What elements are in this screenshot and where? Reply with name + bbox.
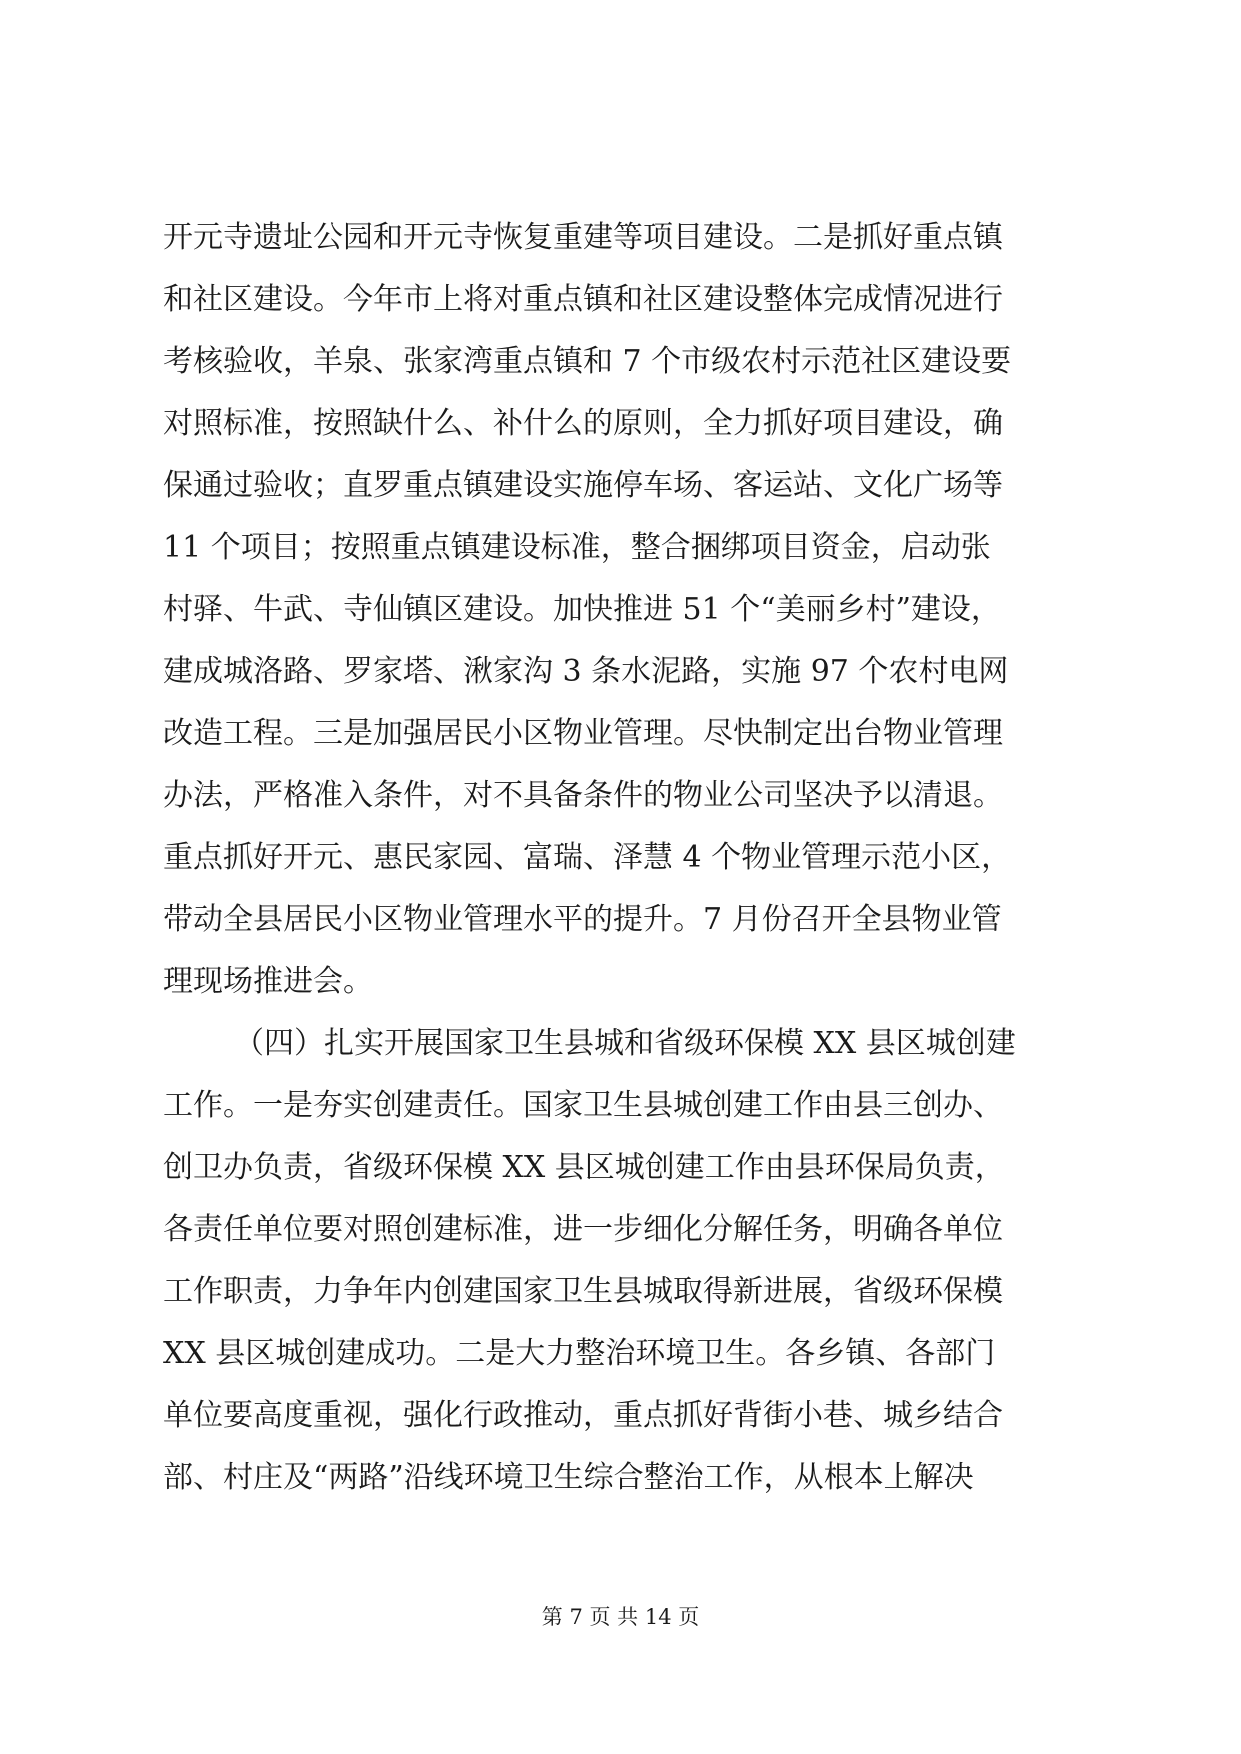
body-line-1: 开元寺遗址公园和开元寺恢复重建等项目建设。二是抓好重点镇: [163, 220, 1003, 255]
body-line-11: 重点抓好开元、惠民家园、富瑞、泽慧 4 个物业管理示范小区，: [163, 840, 1012, 875]
body-line-10: 办法，严格准入条件，对不具备条件的物业公司坚决予以清退。: [163, 778, 1003, 813]
body-line-16: 创卫办负责，省级环保模 XX 县区城创建工作由县环保局负责，: [163, 1150, 1005, 1185]
body-line-2: 和社区建设。今年市上将对重点镇和社区建设整体完成情况进行: [163, 282, 1003, 317]
page-number-footer: 第 7 页 共 14 页: [541, 1605, 700, 1629]
body-line-6: 11 个项目；按照重点镇建设标准，整合捆绑项目资金，启动张: [163, 530, 991, 565]
body-line-19: XX 县区城创建成功。二是大力整治环境卫生。各乡镇、各部门: [163, 1336, 996, 1371]
body-line-4: 对照标准，按照缺什么、补什么的原则，全力抓好项目建设，确: [163, 406, 1003, 441]
body-line-8: 建成城洛路、罗家塔、湫家沟 3 条水泥路，实施 97 个农村电网: [163, 654, 1009, 689]
body-line-3: 考核验收，羊泉、张家湾重点镇和 7 个市级农村示范社区建设要: [163, 344, 1012, 379]
body-line-15: 工作。一是夯实创建责任。国家卫生县城创建工作由县三创办、: [163, 1088, 1003, 1123]
body-line-17: 各责任单位要对照创建标准，进一步细化分解任务，明确各单位: [163, 1212, 1003, 1247]
body-line-21: 部、村庄及“两路”沿线环境卫生综合整治工作，从根本上解决: [163, 1460, 974, 1495]
section-heading-line: （四）扎实开展国家卫生县城和省级环保模 XX 县区城创建: [234, 1026, 1016, 1061]
body-line-5: 保通过验收；直罗重点镇建设实施停车场、客运站、文化广场等: [163, 468, 1003, 503]
body-line-13: 理现场推进会。: [163, 964, 373, 999]
body-line-18: 工作职责，力争年内创建国家卫生县城取得新进展，省级环保模: [163, 1274, 1003, 1309]
body-line-20: 单位要高度重视，强化行政推动，重点抓好背街小巷、城乡结合: [163, 1398, 1003, 1433]
body-line-12: 带动全县居民小区物业管理水平的提升。7 月份召开全县物业管: [163, 902, 1002, 937]
body-line-7: 村驿、牛武、寺仙镇区建设。加快推进 51 个“美丽乡村”建设，: [163, 592, 1001, 627]
body-line-9: 改造工程。三是加强居民小区物业管理。尽快制定出台物业管理: [163, 716, 1003, 751]
